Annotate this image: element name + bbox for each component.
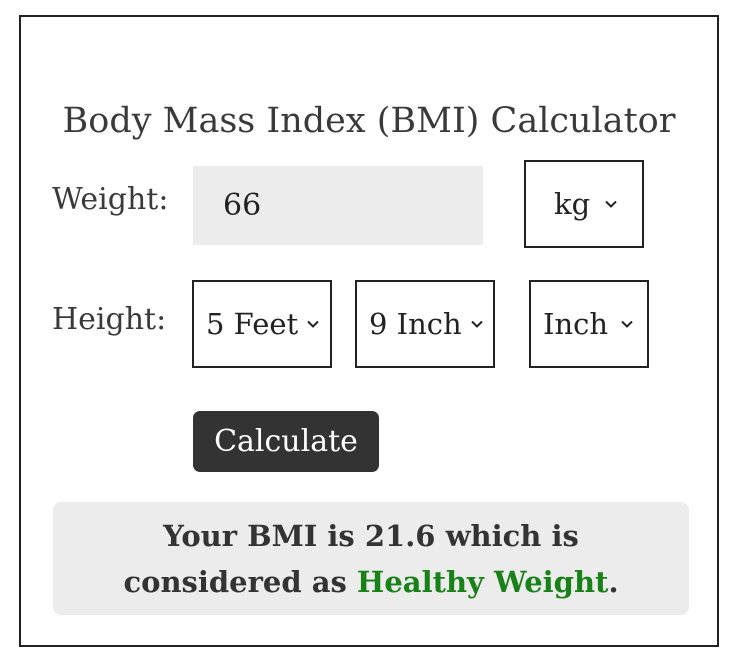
- chevron-down-icon: [620, 317, 634, 331]
- calculate-button[interactable]: Calculate: [193, 411, 379, 472]
- weight-label: Weight:: [52, 182, 169, 217]
- bmi-category: Healthy Weight: [356, 565, 609, 599]
- bmi-calculator: [19, 15, 719, 647]
- height-unit-select[interactable]: [529, 280, 649, 368]
- result-line-1: Your BMI is 21.6 which is: [163, 519, 579, 553]
- weight-unit-select[interactable]: [524, 160, 644, 248]
- result-prefix: considered as: [123, 565, 357, 599]
- height-inches-value: 9 Inch: [369, 307, 462, 341]
- chevron-down-icon: [604, 197, 618, 211]
- chevron-down-icon: [306, 317, 320, 331]
- height-label: Height:: [52, 302, 167, 337]
- weight-input[interactable]: [193, 166, 483, 245]
- page-title: Body Mass Index (BMI) Calculator: [62, 101, 676, 141]
- chevron-down-icon: [470, 317, 484, 331]
- result-line-2: [53, 559, 689, 605]
- bmi-result: [53, 502, 689, 615]
- result-suffix: .: [608, 565, 619, 599]
- height-feet-value: 5 Feet: [206, 307, 299, 341]
- height-unit-value: Inch: [543, 307, 609, 341]
- weight-unit-value: kg: [554, 187, 591, 221]
- height-feet-select[interactable]: [192, 280, 332, 368]
- height-inches-select[interactable]: [355, 280, 495, 368]
- weight-value: 66: [223, 188, 262, 223]
